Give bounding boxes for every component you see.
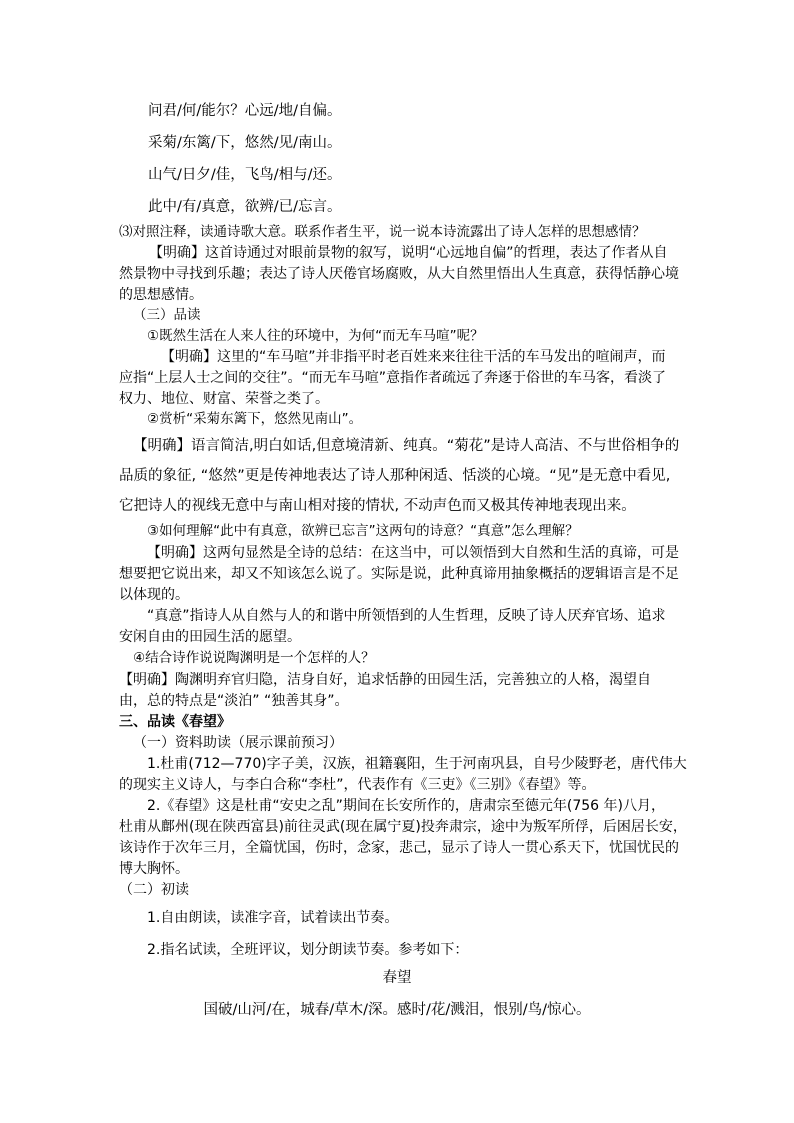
chunwang-bg-line-1: 2.《春望》这是杜甫“安史之乱”期间在长安所作的，唐肃宗至德元年(756 年)八月， xyxy=(147,798,665,814)
answer-3-line-1: 【明确】这首诗通过对眼前景物的叙写，说明“心远地自偏”的哲理，表达了作者从自 xyxy=(149,245,668,261)
poem-title-chunwang: 春望 xyxy=(382,970,412,986)
chunwang-bg-line-2: 杜甫从鄜州(现在陕西富县)前往灵武(现在属宁夏)投奔肃宗，途中为叛军所俘，后困居长安， xyxy=(119,819,687,835)
answer-1-line-1: 【明确】这里的“车马喧”并非指平时老百姓来来往往干活的车马发出的喧闹声，而 xyxy=(161,349,666,365)
subsection-material: （一）资料助读（展示课前预习） xyxy=(133,735,343,751)
chunwang-bg-line-4: 博大胸怀。 xyxy=(119,861,189,877)
question-1: ①既然生活在人来人往的环境中，为何“而无车马喧”呢？ xyxy=(147,328,484,344)
answer-3-line-3: 的思想感情。 xyxy=(119,287,203,303)
answer-2-line-2: 品质的象征, “悠然”更是传神地表达了诗人那种闲适、恬淡的心境。“见”是无意中看见, xyxy=(119,468,671,484)
question-3: ⑶对照注释，读通诗歌大意。联系作者生平，说一说本诗流露出了诗人怎样的思想感情？ xyxy=(119,224,646,240)
answer-3b-line-1: 【明确】这两句显然是全诗的总结：在这当中，可以领悟到大自然和生活的真谛，可是 xyxy=(147,545,679,561)
chudu-step-1: 1.自由朗读，读准字音，试着读出节奏。 xyxy=(147,910,399,926)
poem-line-1: 问君/何/能尔？心远/地/自偏。 xyxy=(148,103,342,119)
answer-2-line-1: 【明确】语言简洁,明白如话,但意境清新、纯真。“菊花”是诗人高洁、不与世俗相争的 xyxy=(133,438,680,454)
question-2: ②赏析“采菊东篱下，悠然见南山”。 xyxy=(147,411,363,427)
poem-line-3: 山气/日夕/佳，飞鸟/相与/还。 xyxy=(148,167,342,183)
chudu-step-2: 2.指名试读，全班评议，划分朗读节奏。参考如下： xyxy=(147,942,469,958)
answer-3b-line-2: 想要把它说出来，却又不知该怎么说了。实际是说，此种真谛用抽象概括的逻辑语言是不足 xyxy=(119,566,679,582)
question-3b: ③如何理解“此中有真意，欲辨已忘言”这两句的诗意？“真意”怎么理解？ xyxy=(147,523,579,539)
dufu-bio-line-2: 的现实主义诗人，与李白合称“李杜”，代表作有《三吏》《三别》《春望》等。 xyxy=(119,777,596,793)
section-pindu: （三）品读 xyxy=(133,307,201,323)
zhenyi-line-1: “真意”指诗人从自然与人的和谐中所领悟到的人生哲理，反映了诗人厌弃官场、追求 xyxy=(147,608,666,624)
answer-1-line-3: 权力、地位、财富、荣誉之类了。 xyxy=(119,391,329,407)
poem-line-4: 此中/有/真意，欲辨/已/忘言。 xyxy=(148,199,342,215)
answer-4-line-2: 由，总的特点是“淡泊” “独善其身”。 xyxy=(119,693,349,709)
poem-line-2: 采菊/东篱/下，悠然/见/南山。 xyxy=(148,135,342,151)
answer-4-line-1: 【明确】陶渊明弃官归隐，洁身自好，追求恬静的田园生活，完善独立的人格，渴望自 xyxy=(119,672,651,688)
answer-2-line-3: 它把诗人的视线无意中与南山相对接的情状, 不动声色而又极其传神地表现出来。 xyxy=(119,498,636,514)
subsection-chudu: （二）初读 xyxy=(119,882,189,898)
chunwang-rhythm-line: 国破/山河/在，城春/草木/深。感时/花/溅泪，恨别/鸟/惊心。 xyxy=(203,1002,591,1018)
chunwang-bg-line-3: 该诗作于次年三月，全篇忧国，伤时，念家，悲己，显示了诗人一贯心系天下，忧国忧民的 xyxy=(119,840,679,856)
answer-3b-line-3: 以体现的。 xyxy=(119,587,189,603)
answer-3-line-2: 然景物中寻找到乐趣；表达了诗人厌倦官场腐败，从大自然里悟出人生真意，获得恬静心境 xyxy=(119,266,679,282)
zhenyi-line-2: 安闲自由的田园生活的愿望。 xyxy=(119,629,301,645)
dufu-bio-line-1: 1.杜甫(712—770)字子美，汉族，祖籍襄阳，生于河南巩县，自号少陵野老，唐代伟大 xyxy=(147,756,687,772)
answer-1-line-2: 应指“上层人士之间的交往”。“而无车马喧”意指作者疏远了奔逐于俗世的车马客，看淡了 xyxy=(119,370,667,386)
section-chunwang-heading: 三、品读《春望》 xyxy=(119,714,231,730)
question-4: ④结合诗作说说陶渊明是一个怎样的人？ xyxy=(133,650,375,666)
